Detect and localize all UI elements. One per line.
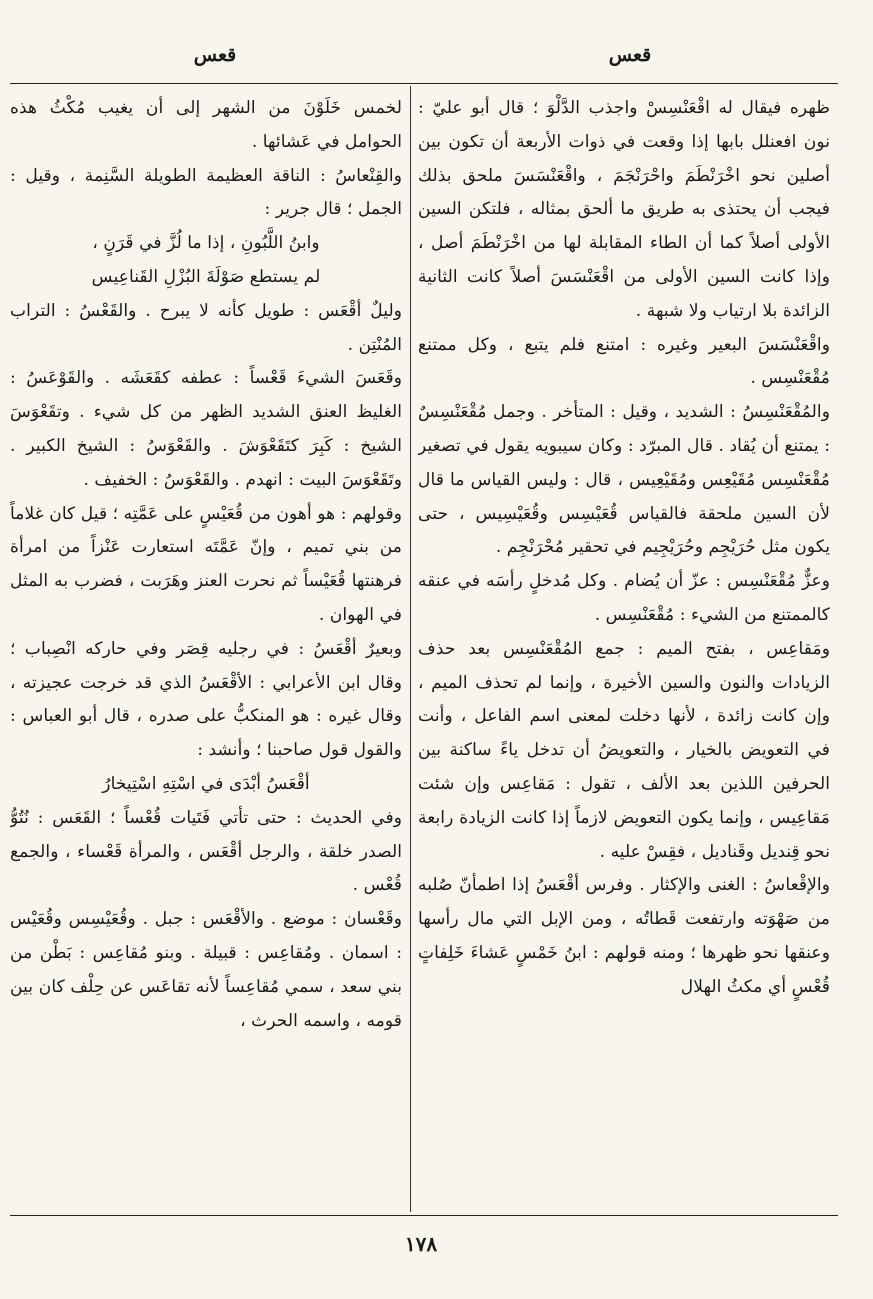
right-column bbox=[418, 92, 830, 1207]
left-column bbox=[10, 92, 402, 1207]
top-rule bbox=[10, 83, 838, 84]
entry-paragraph: واقْعَنْسَسَ البعير وغيره : امتنع فلم يتبع ، وكل ممتنع مُقْعَنْسِس . bbox=[418, 334, 830, 389]
poem-verse: أقْعَسُ أبْدَى في اسْتِهِ اسْتِيخارُ bbox=[102, 773, 310, 794]
entry-paragraph: والإقْعاسُ : الغنى والإكثار . وفرس أقْعَسُ إذا اطمأنّ صُلبه من صَهْوَته وارتفعت قَطاتُه ، ومن الإبل التي مال رأسها وعنقها نحو ظهرها ؛ ومنه قولهم : ابنُ خَمْسٍ عَشاءَ خَلِفاتٍ قُعْسٍ أي مكثُ الهلال bbox=[418, 875, 830, 997]
entry-paragraph: والقِنْعاسُ : الناقة العظيمة الطويلة السَّنِمة ، وقيل : الجمل ؛ قال جرير : bbox=[10, 165, 402, 220]
page-number: ١٧٨ bbox=[404, 1232, 438, 1256]
entry-paragraph: وفي الحديث : حتى تأتي فَتَيات قُعْساً ؛ القَعَس : نُتُوُّ الصدر خلقة ، والرجل أقْعَس ، والمرأة قَعْساء ، والجمع قُعْس . bbox=[10, 807, 402, 896]
entry-paragraph: وقولهم : هو أهون من قُعَيْسٍ على عَمَّتِه ؛ قيل كان غلاماً من بني تميم ، وإنّ عَمَّتَه استعارت عَنْزاً من امرأة فرهنتها قُعَيْساً ثم نحرت العنز وهَرَبت ، فضرب به المثل في الهوان . bbox=[10, 503, 402, 625]
entry-paragraph: وعزٌّ مُقْعَنْسِس : عزّ أن يُضام . وكل مُدخلٍ رأسَه في عنقه كالممتنع من الشيء : مُقْعَنْسِس . bbox=[418, 571, 830, 625]
entry-paragraph: والمُقْعَنْسِسُ : الشديد ، وقيل : المتأخر . وجمل مُقْعَنْسِسٌ : يمتنع أن يُقاد . قال المبرّد : وكان سيبويه يقول في تصغير مُقْعَنْسِس مُقَيْعِس ومُقَيْعِيس ، قال : وليس القياس ما قال لأن السين ملحقة فالقياس قُعَيْسِس وقُعَيْسِيس ، حتى يكون مثل حُرَيْجِم وحُرَيْجِيم في تحقير مُحْرَنْجِم . bbox=[418, 402, 830, 558]
entry-paragraph: لخمس خَلَوْنَ من الشهر إلى أن يغيب مُكْثُ هذه الحوامل في عَشائها . bbox=[10, 98, 402, 152]
entry-paragraph: وبعيرٌ أقْعَسُ : في رجليه قِصَر وفي حاركه انْصِباب ؛ وقال ابن الأعرابي : الأقْعَسُ الذي قد خرجت عجيزته ، وقال غيره : هو المنكبُّ على صدره ، قال أبو العباس : والقول قول صاحبنا ؛ وأنشد : bbox=[10, 638, 402, 761]
poem-verse: وابنُ اللَّبُونِ ، إذا ما لُزَّ في قَرَنٍ ، bbox=[92, 233, 320, 254]
column-divider bbox=[410, 86, 411, 1212]
entry-paragraph: ومَقاعِس ، بفتح الميم : جمع المُقْعَنْسِس بعد حذف الزيادات والنون والسين الأخيرة ، وإنما لم تحذف الميم ، وإن كانت زائدة ، لأنها دخلت لمعنى اسم الفاعل ، وأنت في التعويض بالخيار ، والتعويضُ أن تدخل ياءً ساكنة بين الحرفين اللذين بعد الألف ، تقول : مَقاعِس وإن شئت مَقاعِيس ، وإنما يكون التعويض لازماً إذا كانت الزيادة رابعة نحو قِنديل وقَناديل ، فقِسْ عليه . bbox=[418, 638, 830, 862]
entry-paragraph: ظهره فيقال له اقْعَنْسِسْ واجذب الدَّلْوَ ؛ قال أبو عليّ : نون افعنلل بابها إذا وقعت في ذوات الأربعة أن تكون بين أصلين نحو اخْرَنْطَمَ واحْرَنْجَمَ ، واقْعَنْسَسَ ملحق بذلك فيجب أن يحتذى به طريق ما ألحق بمثاله ، فلتكن السين الأولى أصلاً كما أن الطاء المقابلة لها من اخْرَنْطَمَ أصل ، وإذا كانت السين الأولى من اقْعَنْسَسَ أصلاً كانت الثانية الزائدة بلا ارتياب ولا شبهة . bbox=[418, 98, 830, 321]
poem-verse: لم يستطع صَوْلَةَ البُزْلِ القَناعِيس bbox=[91, 266, 321, 287]
entry-paragraph: وقَعَسَ الشيءَ قَعْساً : عطفه كقَعَشَه . والقَوْعَسُ : الغليظ العنق الشديد الظهر من كل شيء . وتقَعْوَسَ الشيخ : كَبِرَ كتَقَعْوَشَ . والقَعْوَسُ : الشيخ الكبير . وتَقَعْوَسَ البيت : انهدم . والقَعْوَسُ : الخفيف . bbox=[10, 368, 402, 490]
entry-paragraph: وليلٌ أقْعَس : طويل كأنه لا يبرح . والقَعْسُ : التراب المُنْتِن . bbox=[10, 300, 402, 355]
header-left-word: قعس bbox=[193, 44, 237, 66]
bottom-rule bbox=[10, 1215, 838, 1216]
page-header bbox=[0, 40, 873, 80]
entry-paragraph: وقَعْسان : موضع . والأقْعَس : جبل . وقُعَيْسِس وقُعَيْس : اسمان . ومُقاعِس : قبيلة . وبنو مُقاعِس : بَطْن من بني سعد ، سمي مُقاعِساً لأنه تقاعَس عن حِلْف كان بين قومه ، واسمه الحرث ، bbox=[10, 909, 402, 1031]
header-right-word: قعس bbox=[608, 44, 652, 66]
